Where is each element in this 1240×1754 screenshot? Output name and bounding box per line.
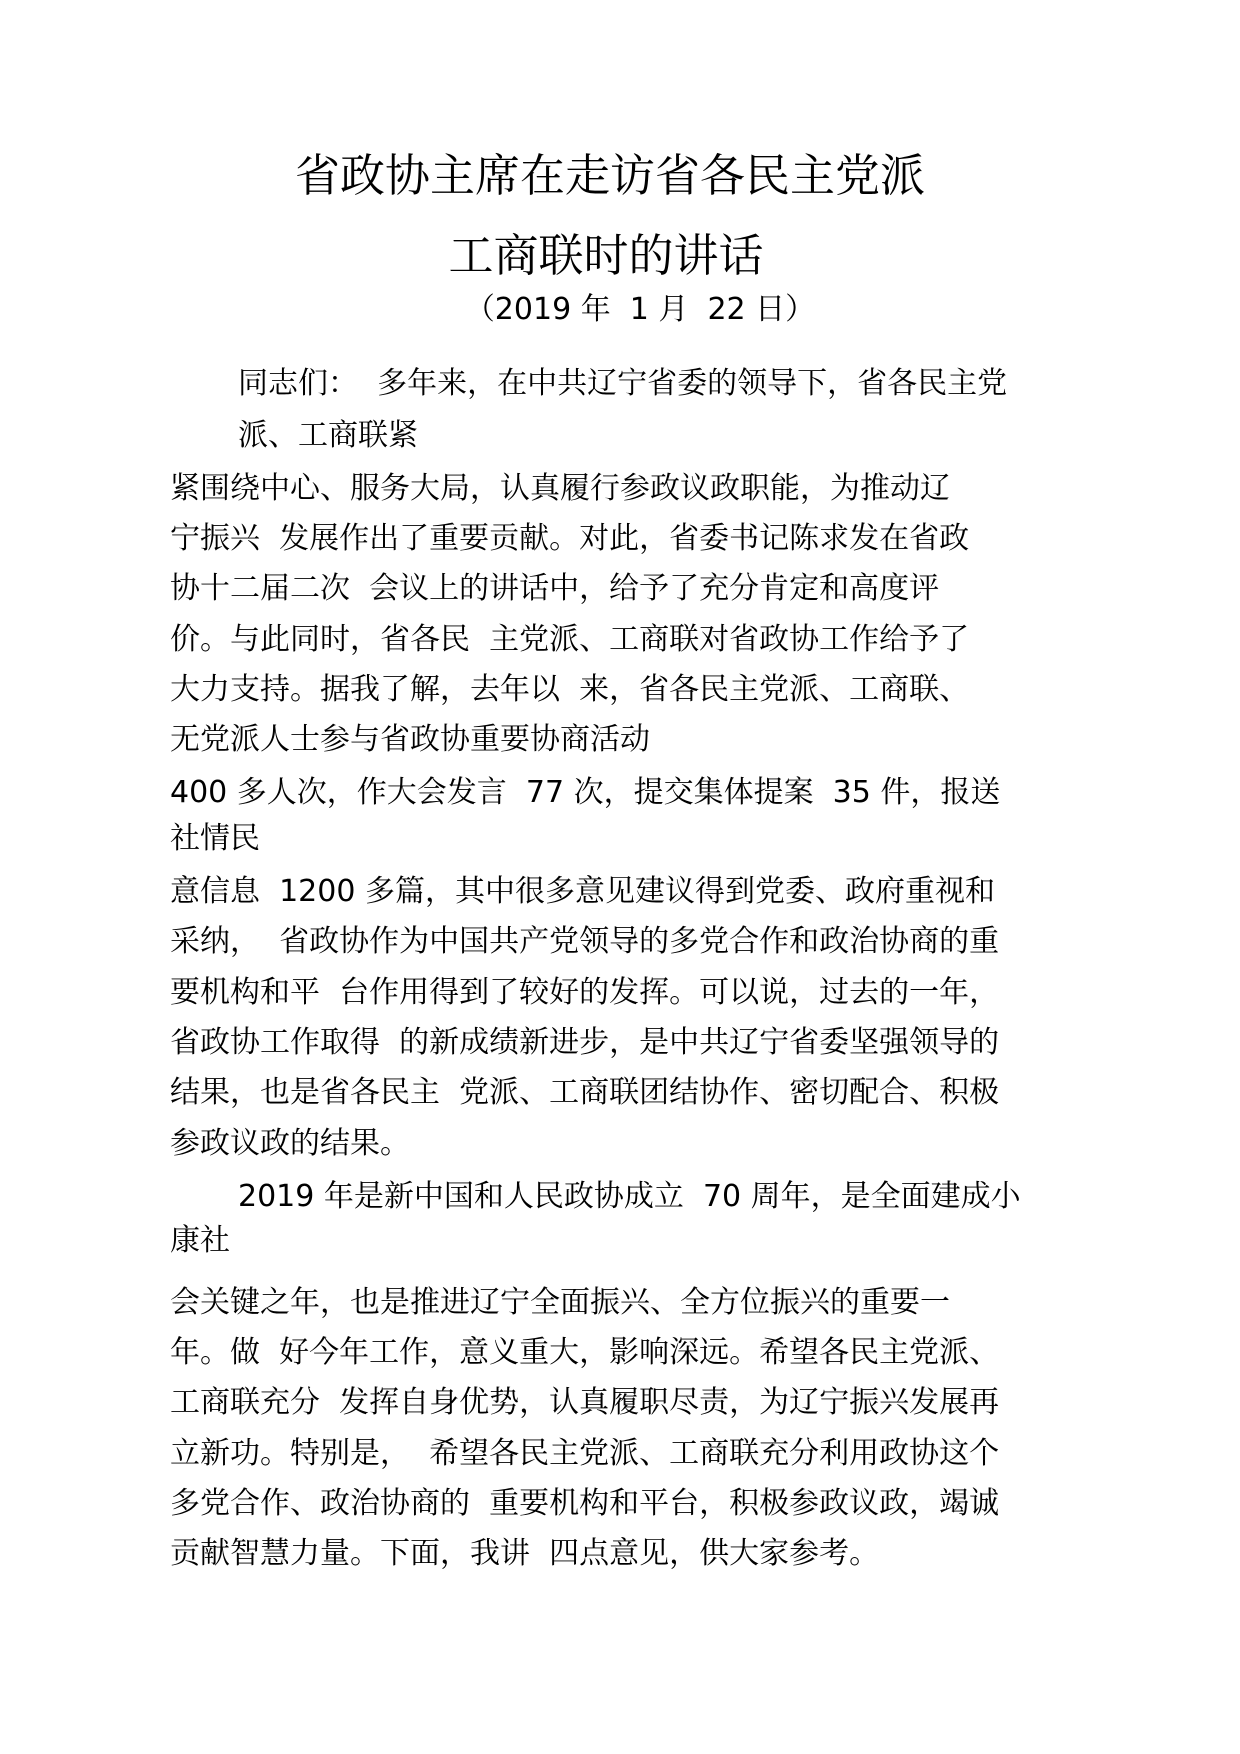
paragraph-line: 社情民 — [170, 821, 260, 856]
paragraph-line: 贡献智慧力量。下面，我讲 四点意见，供大家参考。 — [170, 1536, 880, 1571]
paragraph-line: 派、工商联紧 — [238, 418, 418, 453]
document-date: （2019 年 1 月 22 日） — [464, 292, 816, 327]
paragraph-line: 大力支持。据我了解，去年以 来，省各民主党派、工商联、 — [170, 672, 970, 707]
document-title-line-2: 工商联时的讲话 — [448, 229, 764, 282]
paragraph-line: 宁振兴 发展作出了重要贡献。对此，省委书记陈求发在省政 — [170, 521, 970, 556]
paragraph-line: 康社 — [170, 1223, 230, 1258]
paragraph-line: 要机构和平 台作用得到了较好的发挥。可以说，过去的一年， — [170, 975, 1000, 1010]
paragraph-line: 无党派人士参与省政协重要协商活动 — [170, 722, 650, 757]
paragraph-line: 年。做 好今年工作，意义重大，影响深远。希望各民主党派、 — [170, 1335, 1000, 1370]
paragraph-line: 立新功。特别是， 希望各民主党派、工商联充分利用政协这个 — [170, 1436, 1000, 1471]
paragraph-line: 400 多人次，作大会发言 77 次，提交集体提案 35 件，报送 — [170, 775, 1001, 810]
paragraph-line: 意信息 1200 多篇，其中很多意见建议得到党委、政府重视和 — [170, 874, 995, 909]
paragraph-line: 结果，也是省各民主 党派、工商联团结协作、密切配合、积极 — [170, 1075, 1000, 1110]
paragraph-line: 工商联充分 发挥自身优势，认真履职尽责，为辽宁振兴发展再 — [170, 1385, 1000, 1420]
paragraph-line: 紧围绕中心、服务大局，认真履行参政议政职能，为推动辽 — [170, 471, 950, 506]
paragraph-line: 采纳， 省政协作为中国共产党领导的多党合作和政治协商的重 — [170, 924, 1000, 959]
paragraph-line: 协十二届二次 会议上的讲话中，给予了充分肯定和高度评 — [170, 571, 940, 606]
paragraph-line: 价。与此同时，省各民 主党派、工商联对省政协工作给予了 — [170, 622, 970, 657]
paragraph-line: 参政议政的结果。 — [170, 1126, 410, 1161]
document-title-line-1: 省政协主席在走访省各民主党派 — [294, 149, 925, 202]
paragraph-line: 会关键之年，也是推进辽宁全面振兴、全方位振兴的重要一 — [170, 1285, 950, 1320]
paragraph-line: 同志们： 多年来，在中共辽宁省委的领导下，省各民主党 — [238, 366, 1008, 401]
paragraph-line: 2019 年是新中国和人民政协成立 70 周年，是全面建成小 — [238, 1179, 1021, 1214]
paragraph-line: 多党合作、政治协商的 重要机构和平台，积极参政议政，竭诚 — [170, 1486, 1000, 1521]
paragraph-line: 省政协工作取得 的新成绩新进步，是中共辽宁省委坚强领导的 — [170, 1025, 1000, 1060]
